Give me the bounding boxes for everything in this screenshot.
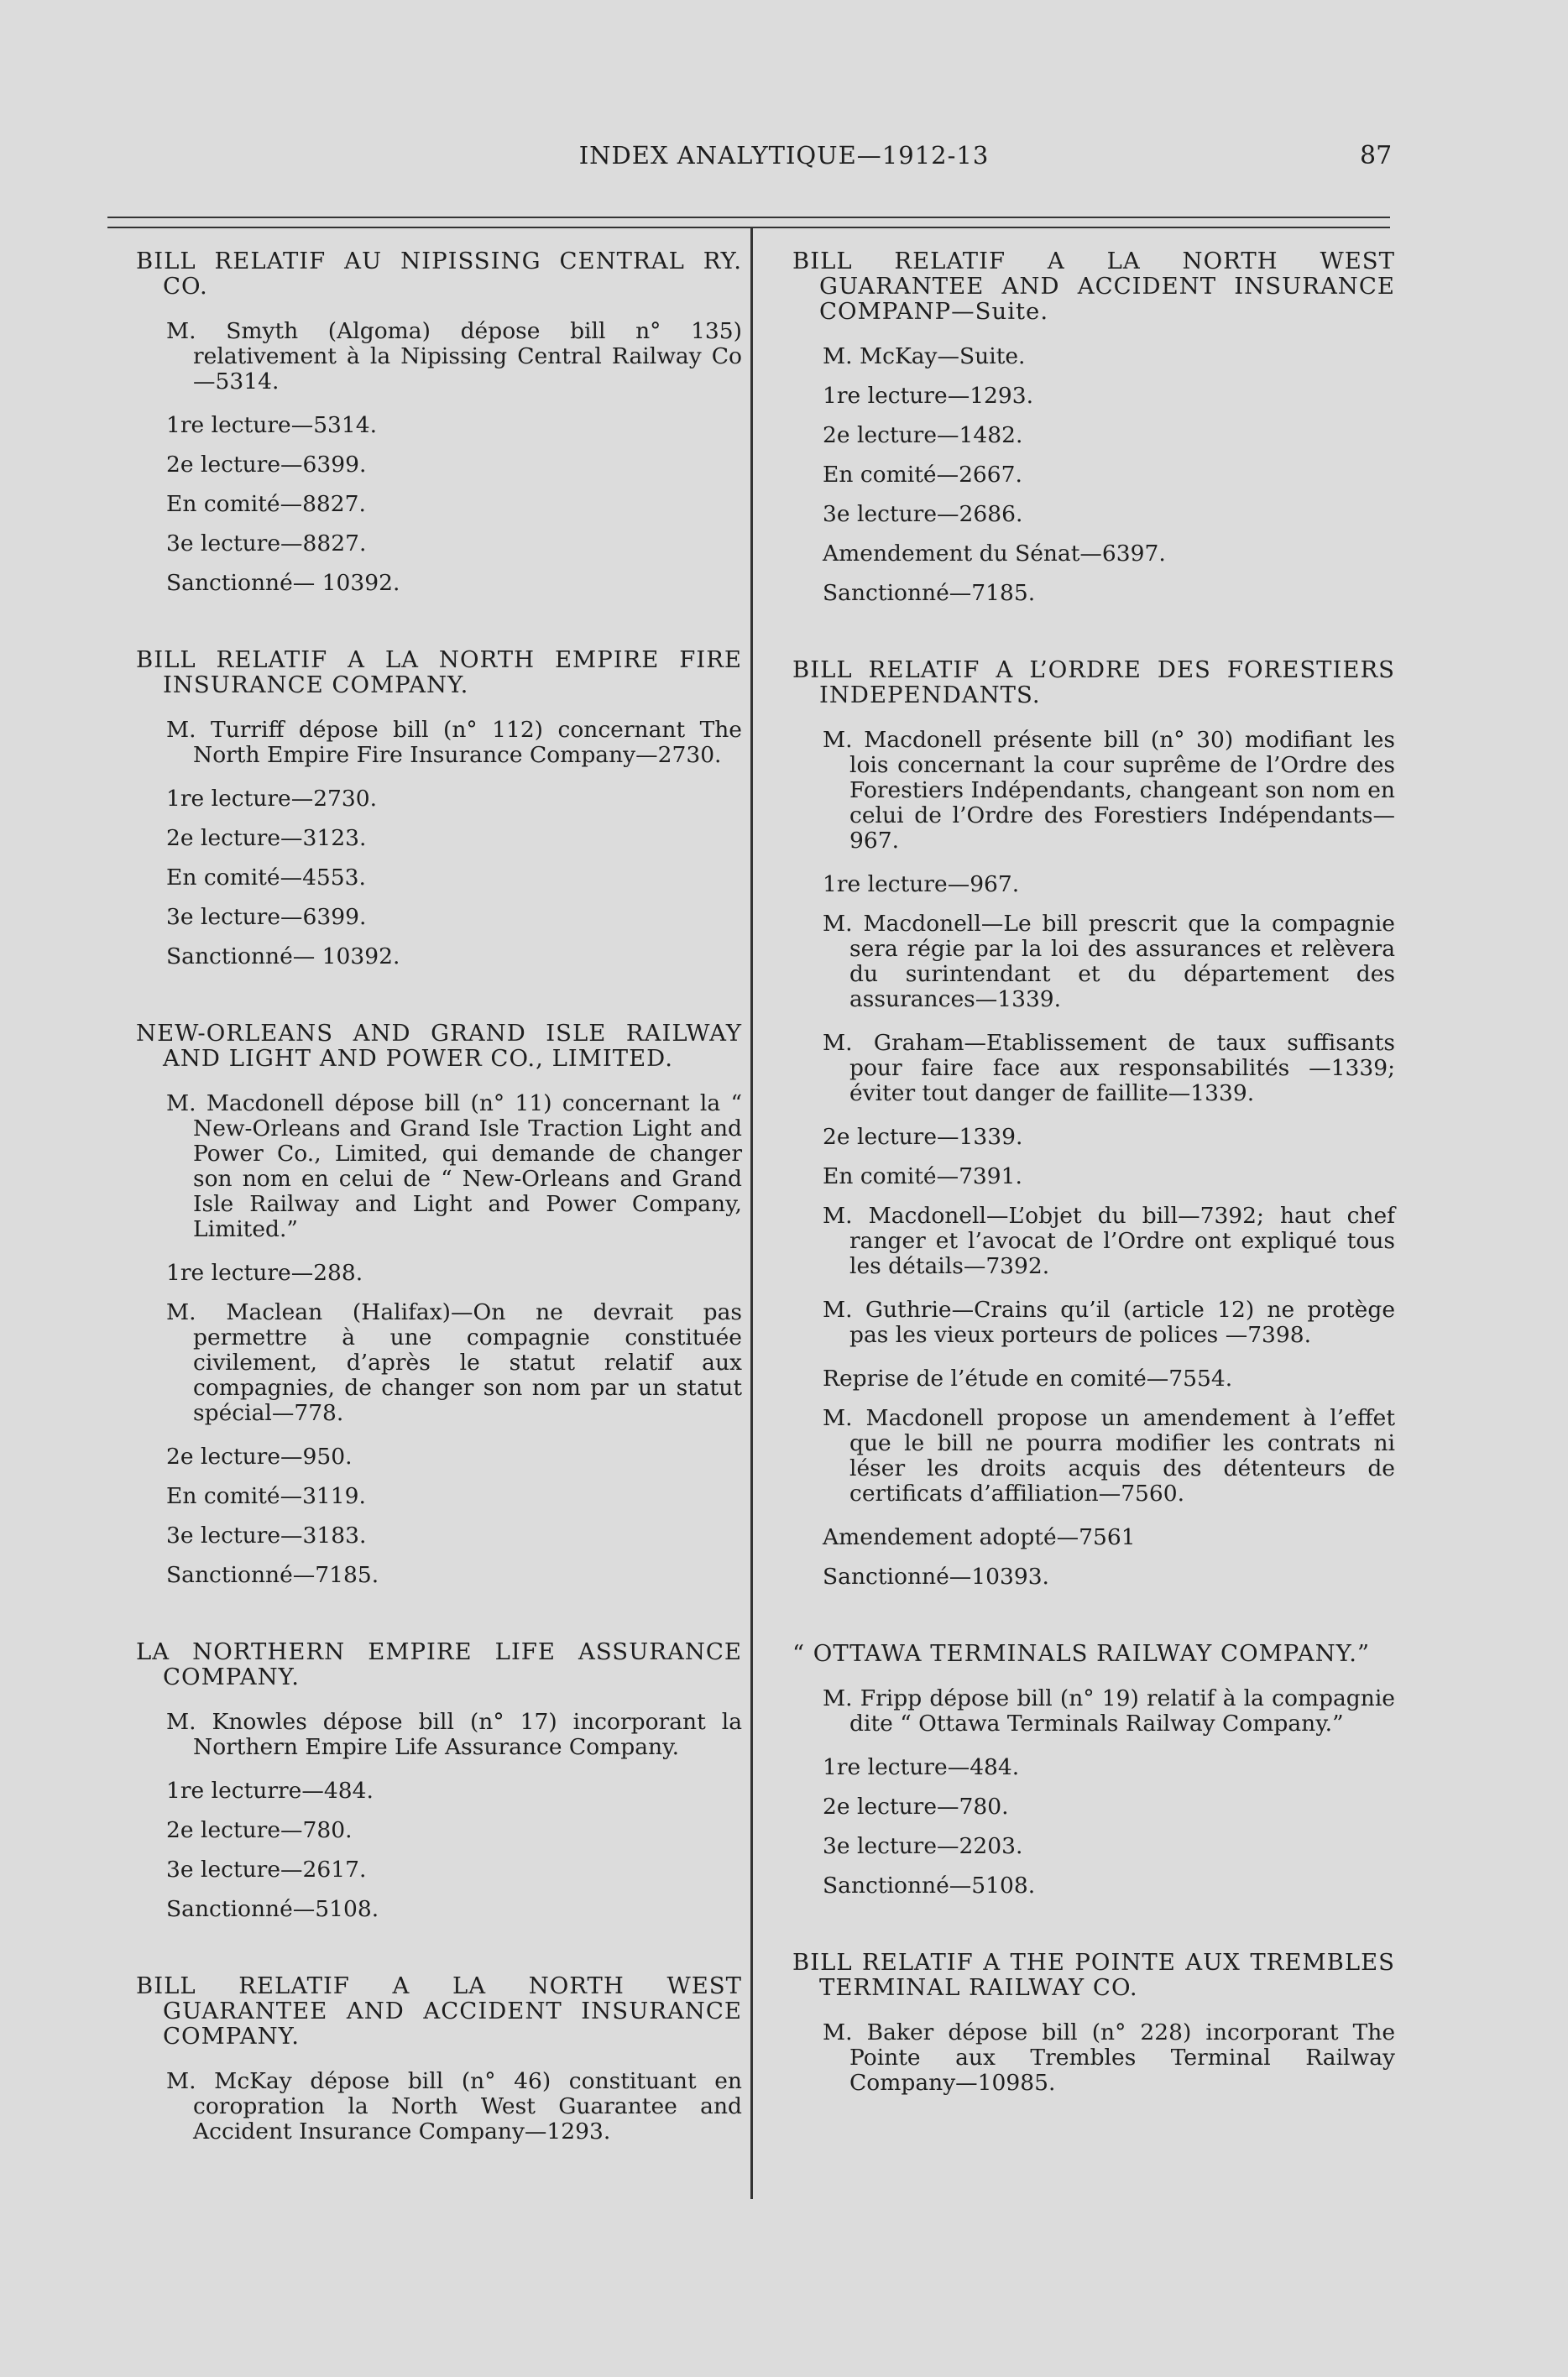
reading-line: 2e lecture—780. [823,1794,1009,1820]
reading-line: En comité—8827. [166,491,366,517]
entry-northern-empire-life [136,1639,742,1922]
reading-line: Sanctionné— 10392. [166,570,400,596]
reading-line: 1re lecture—484. [823,1754,1020,1780]
entry-north-empire-fire [136,647,742,969]
entry-remark: M. Macdonell propose un amendement à l’effet que le bill ne pourra modifier les contrats ni léser les droits acquis des détenteurs de certificats d’affiliation—7560. [823,1405,1395,1507]
reading-line: M. McKay—Suite. [823,343,1026,369]
reading-line: 3e lecture—2686. [823,501,1023,527]
reading-line: 1re lecturre—484. [166,1778,374,1804]
entry-forestiers [792,657,1395,1590]
running-title: INDEX ANALYTIQUE—1912-13 [578,141,990,170]
entry-intro: M. Turriff dépose bill (n° 112) concernant The North Empire Fire Insurance Company—2730. [166,717,742,768]
entry-heading: BILL RELATIF A LA NORTH WEST GUARANTEE AND ACCIDENT INSURANCE COMPANP—Suite. [792,248,1395,325]
reading-line: 1re lecture—1293. [823,383,1034,409]
reading-line: 3e lecture—3183. [166,1523,367,1549]
entry-heading: BILL RELATIF A LA NORTH EMPIRE FIRE INSURANCE COMPANY. [136,646,742,698]
entry-intro: M. Baker dépose bill (n° 228) incorporant The Pointe aux Trembles Terminal Railway Company—10985. [823,2019,1395,2096]
reading-line: Sanctionné—10393. [823,1564,1049,1590]
entry-remark: M. Guthrie—Crains qu’il (article 12) ne protège pas les vieux porteurs de polices —7398. [823,1297,1395,1348]
reading-line: Amendement du Sénat—6397. [823,541,1166,567]
reading-line: 2e lecture—950. [166,1444,353,1470]
reading-line: Sanctionné—7185. [166,1562,379,1588]
entry-new-orleans [136,1021,742,1588]
reading-line: Sanctionné— 10392. [166,943,400,969]
entry-intro: M. Fripp dépose bill (n° 19) relatif à la compagnie dite “ Ottawa Terminals Railway Company.” [823,1685,1395,1737]
reading-line: 2e lecture—6399. [166,452,367,478]
entry-heading: “ OTTAWA TERMINALS RAILWAY COMPANY.” [792,1640,1371,1667]
entry-intro: M. Macdonell présente bill (n° 30) modifiant les lois concernant la cour suprême de l’Ordre des Forestiers Indépendants, changeant son nom en celui de l’Ordre des Forestiers Indépendants—967. [823,727,1395,854]
reading-line: 3e lecture—2617. [166,1857,367,1883]
reading-line: Sanctionné—5108. [166,1896,379,1922]
column-divider [750,227,753,2199]
entry-nipissing-central [136,248,742,596]
reading-line: 1re lecture—967. [823,871,1020,897]
reading-line: 2e lecture—1339. [823,1124,1023,1150]
reading-line: 1re lecture—288. [166,1260,363,1286]
reading-line: 1re lecture—2730. [166,786,378,812]
entry-intro: M. Knowles dépose bill (n° 17) incorporant la Northern Empire Life Assurance Company. [166,1709,742,1760]
reading-line: En comité—4553. [166,865,366,891]
entry-heading: BILL RELATIF AU NIPISSING CENTRAL RY. CO. [136,248,742,300]
header-rule-bottom [107,227,1390,228]
entry-north-west-suite [792,248,1395,606]
entry-intro: M. Macdonell dépose bill (n° 11) concernant la “ New-Orleans and Grand Isle Traction Light and Power Co., Limited, qui demande de changer son nom en celui de “ New-Orleans and Grand Isle Railway and Light and Power Company, Limited.” [166,1090,742,1242]
page-header [0,141,1568,175]
reading-line: En comité—3119. [166,1483,366,1509]
entry-pointe-aux-trembles [792,1950,1395,2096]
reading-line: 2e lecture—3123. [166,825,367,851]
reading-line: 1re lecture—5314. [166,412,378,438]
entry-heading: BILL RELATIF A THE POINTE AUX TREMBLES TERMINAL RAILWAY CO. [792,1949,1395,2001]
reading-line: 3e lecture—2203. [823,1833,1023,1859]
reading-line: 3e lecture—6399. [166,904,367,930]
entry-remark: M. Macdonell—Le bill prescrit que la compagnie sera régie par la loi des assurances et relèvera du surintendant et du département des assurances—1339. [823,911,1395,1012]
page-number: 87 [1360,141,1393,170]
header-rule-top [107,217,1390,218]
entry-north-west-guarantee [136,1973,742,2145]
reading-line: En comité—7391. [823,1163,1022,1189]
entry-remark: M. Macdonell—L’objet du bill—7392; haut chef ranger et l’avocat de l’Ordre ont expliqué tous les détails—7392. [823,1203,1395,1279]
reading-line: Reprise de l’étude en comité—7554. [823,1366,1233,1392]
reading-line: Sanctionné—5108. [823,1873,1036,1899]
entry-remark: M. Graham—Etablissement de taux suffisants pour faire face aux responsabilités —1339; éviter tout danger de faillite—1339. [823,1030,1395,1106]
reading-line: En comité—2667. [823,462,1022,488]
left-column [136,248,742,2163]
entry-heading: BILL RELATIF A L’ORDRE DES FORESTIERS INDEPENDANTS. [792,656,1395,708]
entry-intro: M. McKay dépose bill (n° 46) constituant en coropration la North West Guarantee and Accident Insurance Company—1293. [166,2068,742,2145]
entry-heading: LA NORTHERN EMPIRE LIFE ASSURANCE COMPANY. [136,1638,742,1690]
entry-heading: BILL RELATIF A LA NORTH WEST GUARANTEE AND ACCIDENT INSURANCE COMPANY. [136,1972,742,2050]
entry-remark: M. Maclean (Halifax)—On ne devrait pas permettre à une compagnie constituée civilement, d’après le statut relatif aux compagnies, de changer son nom par un statut spécial—778. [166,1299,742,1426]
reading-line: Sanctionné—7185. [823,580,1036,606]
reading-line: Amendement adopté—7561 [823,1524,1136,1550]
entry-ottawa-terminals [792,1641,1395,1899]
entry-heading: NEW-ORLEANS AND GRAND ISLE RAILWAY AND LIGHT AND POWER CO., LIMITED. [136,1020,742,1072]
right-column [792,248,1395,2114]
entry-intro: M. Smyth (Algoma) dépose bill n° 135) relativement à la Nipissing Central Railway Co—5314. [166,318,742,394]
reading-line: 3e lecture—8827. [166,530,367,556]
reading-line: 2e lecture—1482. [823,422,1023,448]
reading-line: 2e lecture—780. [166,1817,353,1843]
